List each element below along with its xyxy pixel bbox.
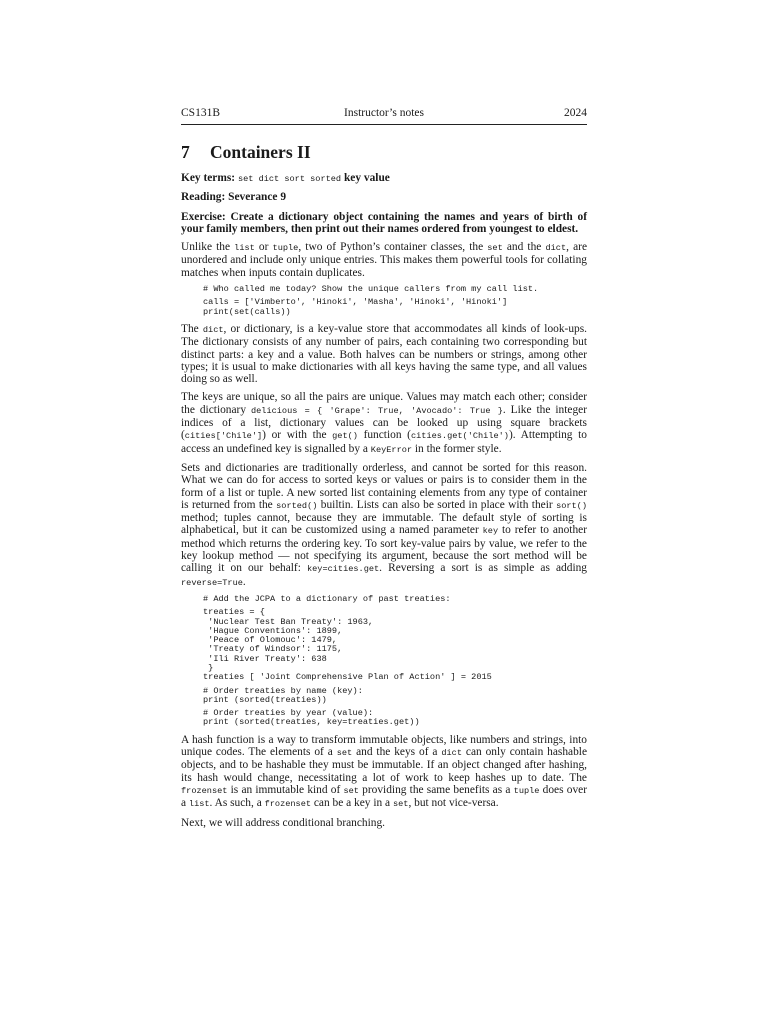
running-header xyxy=(181,107,587,121)
code-block-set-example: # Who called me today? Show the unique callers from my call list. calls = ['Vimberto', 'Hinoki', 'Masha', 'Hinoki', 'Hinoki'] print(set(calls)) xyxy=(203,284,539,317)
body-text xyxy=(181,172,587,835)
paragraph-sorting: Sets and dictionaries are traditionally orderless, and cannot be sorted for this reason. What we can do for access to sorted keys or values or pairs is to consider them in the form of a list or tuple. A new sorted list containing elements from any type of container is returned from the sorted() builtin. Lists can also be sorted in place with their sort() method; tuples cannot, because they are immutable. The default style of sorting is alphabetical, but it can be customized using a named parameter key to refer to another method which returns the ordering key. To sort key-value pairs by value, we refer to the key lookup method — not specifying its argument, because the sort method will be calling it on our behalf: key=cities.get. Reversing a sort is as simple as adding reverse=True. xyxy=(181,461,588,588)
reading-line: Reading: Severance 9 xyxy=(181,191,287,204)
paragraph-unordered-containers: Unlike the list or tuple, two of Python’s container classes, the set and the dict, are unordered and include only unique entries. This makes them powerful tools for collating matches when inputs contain duplicates. xyxy=(181,241,587,279)
section-title: Containers II xyxy=(210,142,311,162)
header-rule xyxy=(181,124,587,125)
paragraph-next: Next, we will address conditional branching. xyxy=(181,816,386,829)
section-heading xyxy=(181,142,311,163)
header-year: 2024 xyxy=(564,107,587,119)
exercise-paragraph: Exercise: Create a dictionary object containing the names and years of birth of your family members, then print out their names ordered from youngest to eldest. xyxy=(181,210,587,235)
code-block-treaties: # Add the JCPA to a dictionary of past treaties: treaties = { 'Nuclear Test Ban Treaty': 1963, 'Hague Conventions': 1899, 'Peace of Olomouc': 1479, 'Treaty of Windsor': 1175, 'Ili River Treaty': 638 } treaties [ 'Joint Comprehensive Plan of Action' ] = 2015 # Order treaties by name (key): print (sorted(treaties)) # Order treaties by year (value): print (sorted(treaties, key=treaties.get)) xyxy=(203,593,492,728)
paragraph-dict-keys: The keys are unique, so all the pairs are unique. Values may match each other; consider the dictionary delicious = { 'Grape': True, 'Avocado': True }. Like the integer indices of a list, dictionary values can be looked up using square brackets (cities['Chile']) or with the get() function (cities.get('Chile')). Attempting to access an undefined key is signalled by a KeyError in the former style. xyxy=(181,391,587,455)
key-terms: Key terms: set dict sort sorted key value xyxy=(181,172,390,184)
key-terms-text: key value xyxy=(343,172,390,184)
paragraph-dict-intro: The dict, or dictionary, is a key-value store that accommodates all kinds of look-ups. The dictionary consists of any number of pairs, each containing two corresponding but distinct parts: a key and a value. Both halves can be numbers or strings, among other types; it is usual to make dictionaries with all keys having the same type, and all values doing so as well. xyxy=(181,322,587,386)
section-number: 7 xyxy=(181,142,190,162)
key-terms-code: set dict sort sorted xyxy=(237,174,342,184)
header-title: Instructor’s notes xyxy=(344,107,424,119)
header-course: CS131B xyxy=(181,107,220,119)
paragraph-hashing: A hash function is a way to transform immutable objects, like numbers and strings, into unique codes. The elements of a set and the keys of a dict can only contain hashable objects, and to be hashable they must be immutable. If an object changed after hashing, its hash would change, necessitating a lot of work to keep hashes up to date. The frozenset is an immutable kind of set providing the same benefits as a tuple does over a list. As such, a frozenset can be a key in a set, but not vice-versa. xyxy=(181,733,588,810)
